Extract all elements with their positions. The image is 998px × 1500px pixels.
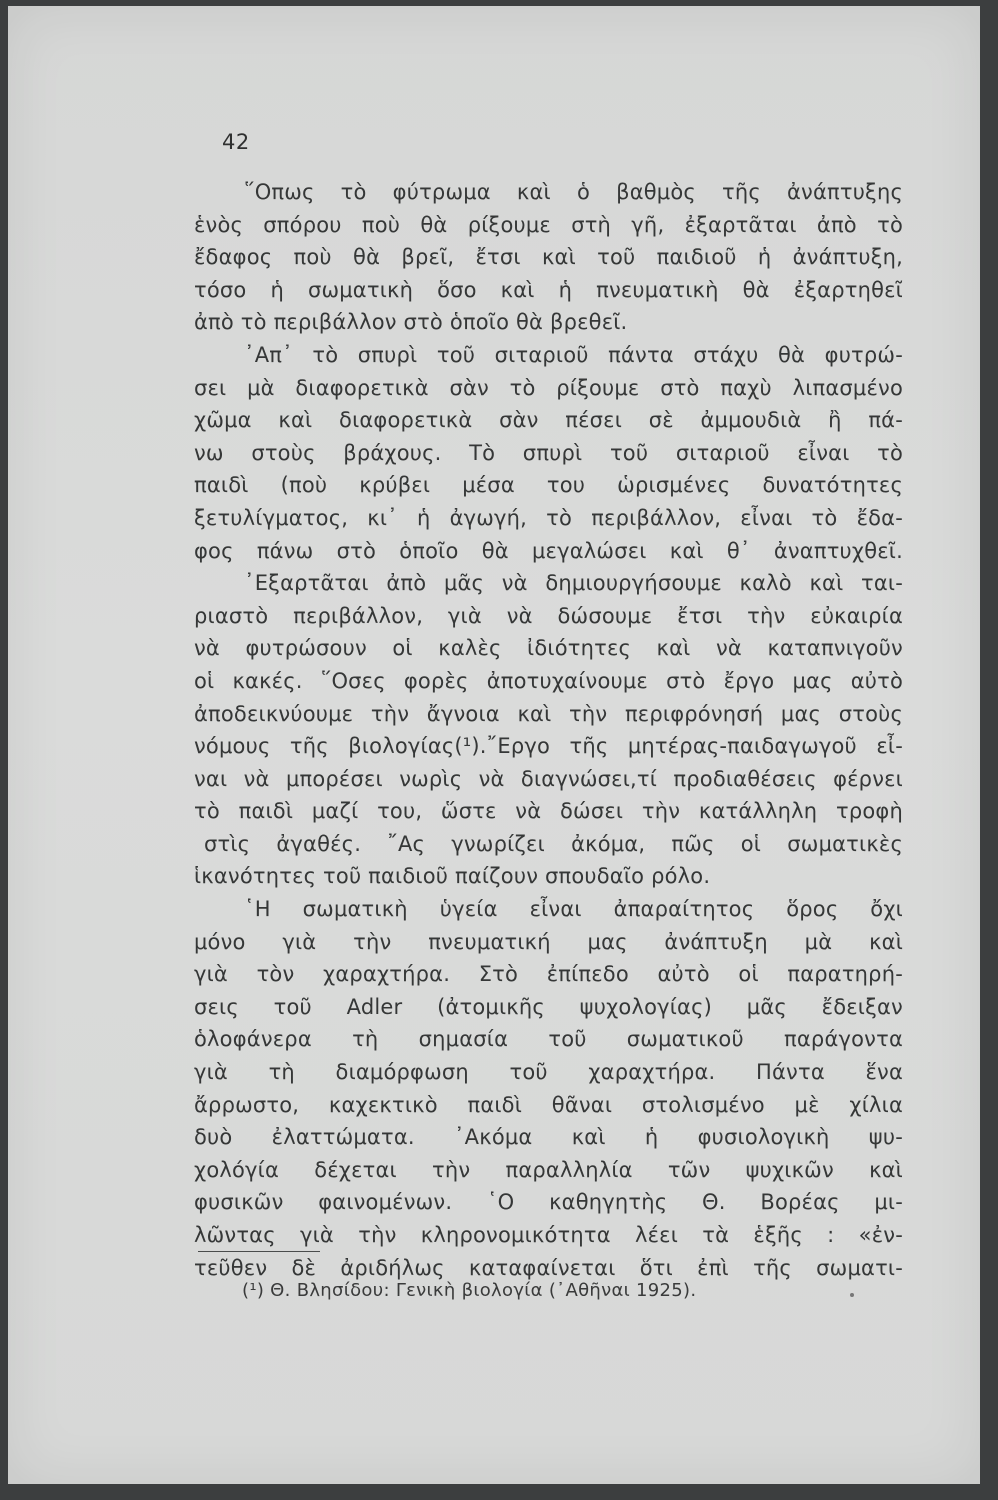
text-line: ἄρρωστο, καχεκτικὸ παιδὶ θᾶναι στολισμένο μὲ χίλια bbox=[194, 1092, 903, 1117]
text-line: τόσο ἡ σωματικὴ ὅσο καὶ ἡ πνευματικὴ θὰ ἐξαρτηθεῖ bbox=[194, 277, 903, 302]
text-line: ναι νὰ μπορέσει νωρὶς νὰ διαγνώσει,τί προδιαθέσεις φέρνει bbox=[194, 766, 903, 791]
text-line: γιὰ τὴ διαμόρφωση τοῦ χαραχτήρα. Πάντα ἕνα bbox=[194, 1060, 903, 1085]
footnote: (¹) Θ. Βλησίδου: Γενικὴ βιολογία (᾿Αθῆναι 1925). bbox=[242, 1280, 697, 1301]
text-line: δυὸ ἐλαττώματα. ᾿Ακόμα καὶ ἡ φυσιολογικὴ ψυ- bbox=[194, 1125, 903, 1150]
text-line: χῶμα καὶ διαφορετικὰ σὰν πέσει σὲ ἀμμουδιὰ ἢ πά- bbox=[194, 408, 903, 433]
text-line: ριαστὸ περιβάλλον, γιὰ νὰ δώσουμε ἔτσι τὴν εὐκαιρία bbox=[194, 603, 903, 628]
footnote-divider bbox=[198, 1251, 320, 1252]
text-line: μόνο γιὰ τὴν πνευματική μας ἀνάπτυξη μὰ καὶ bbox=[194, 929, 903, 954]
text-line: τεῦθεν δὲ ἀριδήλως καταφαίνεται ὅτι ἐπὶ τῆς σωματι- bbox=[194, 1255, 903, 1280]
text-line: νόμους τῆς βιολογίας(¹).῎Εργο τῆς μητέρας-παιδαγωγοῦ εἶ- bbox=[194, 734, 903, 759]
text-line: ἱκανότητες τοῦ παιδιοῦ παίζουν σπουδαῖο ρόλο. bbox=[194, 864, 711, 889]
body-text bbox=[194, 176, 903, 1284]
text-line: σει μὰ διαφορετικὰ σὰν τὸ ρίξουμε στὸ παχὺ λιπασμένο bbox=[194, 375, 903, 400]
text-line: ῾Η σωματικὴ ὑγεία εἶναι ἀπαραίτητος ὅρος ὄχι bbox=[244, 897, 903, 922]
text-line: ᾿Απ᾿ τὸ σπυρὶ τοῦ σιταριοῦ πάντα στάχυ θὰ φυτρώ- bbox=[244, 342, 903, 367]
text-line: φος πάνω στὸ ὁποῖο θὰ μεγαλώσει καὶ θ᾿ ἀναπτυχθεῖ. bbox=[194, 538, 903, 563]
book-page bbox=[8, 6, 980, 1484]
text-line: χολόγία δέχεται τὴν παραλληλία τῶν ψυχικῶν καὶ bbox=[194, 1157, 903, 1182]
text-line: λῶντας γιὰ τὴν κληρονομικότητα λέει τὰ ἑξῆς : «ἐν- bbox=[194, 1223, 903, 1247]
text-line: γιὰ τὸν χαραχτήρα. Στὸ ἐπίπεδο αὐτὸ οἱ παρατηρή- bbox=[194, 962, 903, 987]
text-line: σεις τοῦ Adler (ἀτομικῆς ψυχολογίας) μᾶς ἔδειξαν bbox=[194, 994, 903, 1019]
text-line: φυσικῶν φαινομένων. ῾Ο καθηγητὴς Θ. Βορέας μι- bbox=[194, 1190, 903, 1215]
text-line: ἔδαφος ποὺ θὰ βρεῖ, ἔτσι καὶ τοῦ παιδιοῦ ἡ ἀνάπτυξη, bbox=[194, 245, 903, 270]
text-line: οἱ κακές. ῞Οσες φορὲς ἀποτυχαίνουμε στὸ ἔργο μας αὐτὸ bbox=[194, 668, 903, 693]
text-line: νὰ φυτρώσουν οἱ καλὲς ἰδιότητες καὶ νὰ καταπνιγοῦν bbox=[194, 636, 903, 661]
text-line: ἀποδεικνύουμε τὴν ἄγνοια καὶ τὴν περιφρόνησή μας στοὺς bbox=[194, 701, 903, 726]
text-line: παιδὶ (ποὺ κρύβει μέσα του ὡρισμένες δυνατότητες bbox=[194, 473, 903, 498]
text-line: ἑνὸς σπόρου ποὺ θὰ ρίξουμε στὴ γῆ, ἐξαρτᾶται ἀπὸ τὸ bbox=[194, 212, 903, 237]
text-line: ᾿Εξαρτᾶται ἀπὸ μᾶς νὰ δημιουργήσουμε καλὸ καὶ ται- bbox=[244, 571, 903, 596]
text-line: ὁλοφάνερα τὴ σημασία τοῦ σωματικοῦ παράγοντα bbox=[194, 1027, 903, 1052]
page-number: 42 bbox=[222, 130, 250, 154]
text-line: στὶς ἀγαθές. ῎Ας γνωρίζει ἀκόμα, πῶς οἱ σωματικὲς bbox=[204, 831, 903, 856]
text-line: ξετυλίγματος, κι᾿ ἡ ἀγωγή, τὸ περιβάλλον, εἶναι τὸ ἔδα- bbox=[194, 505, 903, 530]
text-line: τὸ παιδὶ μαζί του, ὥστε νὰ δώσει τὴν κατάλληλη τροφὴ bbox=[194, 799, 903, 824]
print-speck bbox=[850, 1293, 854, 1297]
text-line: νω στοὺς βράχους. Τὸ σπυρὶ τοῦ σιταριοῦ εἶναι τὸ bbox=[194, 440, 903, 465]
text-line: ῞Οπως τὸ φύτρωμα καὶ ὁ βαθμὸς τῆς ἀνάπτυξης bbox=[244, 180, 903, 204]
text-line: ἀπὸ τὸ περιβάλλον στὸ ὁποῖο θὰ βρεθεῖ. bbox=[194, 310, 628, 335]
